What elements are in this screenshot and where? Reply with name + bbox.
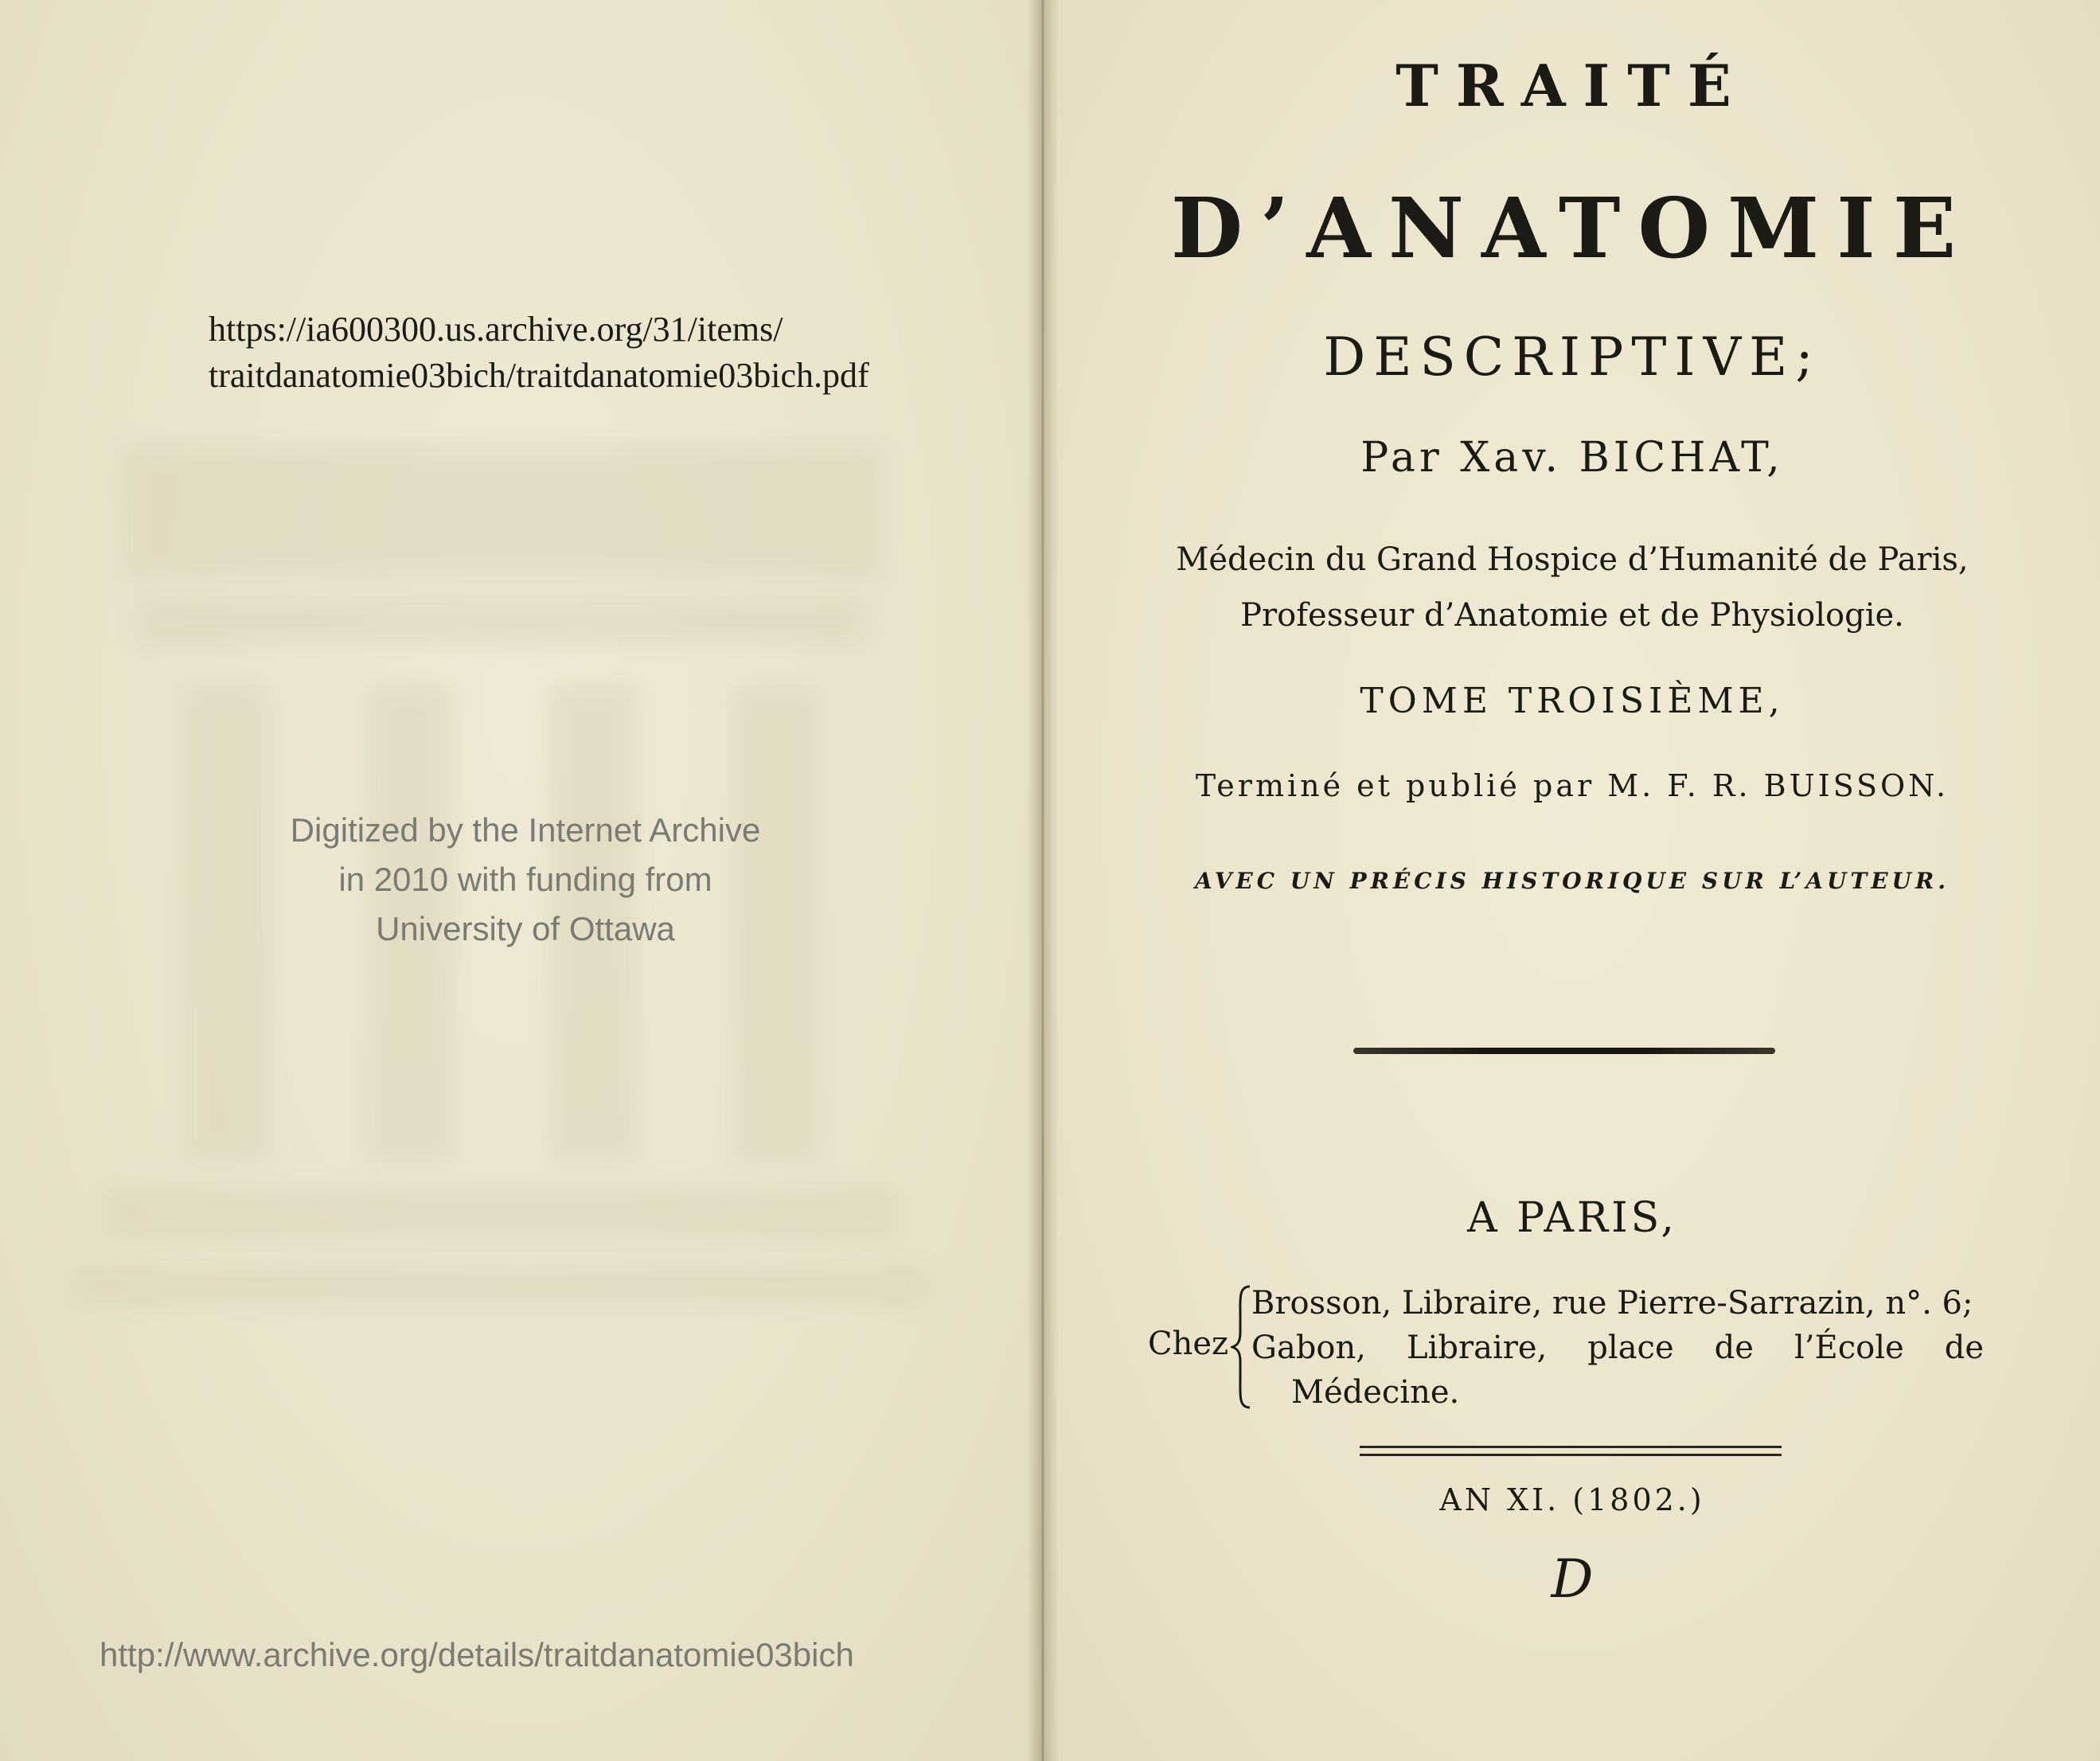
bookseller-gabon: Gabon, Libraire, place de l’École de — [1251, 1330, 1984, 1366]
curly-brace-icon — [1231, 1283, 1253, 1411]
ornamental-rule — [1353, 1048, 1775, 1054]
source-url-line2[interactable]: traitdanatomie03bich/traitdanatomie03bich.pdf — [209, 356, 869, 395]
bookseller-brosson: Brosson, Libraire, rue Pierre-Sarrazin, n°. 6; — [1251, 1285, 1973, 1322]
digitized-notice — [207, 806, 844, 954]
publication-date: AN XI. (1802.) — [1439, 1482, 1705, 1517]
digitized-line1: Digitized by the Internet Archive — [290, 811, 761, 849]
book-gutter — [1027, 0, 1059, 1761]
source-pdf-url[interactable] — [209, 307, 1005, 399]
author-line: Par Xav. BICHAT, — [1360, 434, 1784, 482]
title-line-traite: TRAITÉ — [1395, 52, 1749, 119]
double-rule — [1360, 1446, 1782, 1462]
imprint-chez: Chez — [1148, 1326, 1229, 1362]
digitized-line2: in 2010 with funding from — [338, 861, 712, 898]
title-line-descriptive: DESCRIPTIVE; — [1323, 326, 1821, 388]
handwritten-monogram: D — [1551, 1548, 1594, 1610]
left-page — [0, 0, 1043, 1761]
archive-details-url[interactable]: http://www.archive.org/details/traitdanatomie03bich — [100, 1636, 854, 1673]
bookseller-gabon-cont: Médecine. — [1291, 1374, 1460, 1411]
imprint-city: A PARIS, — [1467, 1194, 1677, 1242]
precis-line: AVEC UN PRÉCIS HISTORIQUE SUR L’AUTEUR. — [1195, 868, 1950, 894]
author-position-line2: Professeur d’Anatomie et de Physiologie. — [1240, 597, 1904, 634]
digitized-line3: University of Ottawa — [376, 910, 675, 947]
author-position-line1: Médecin du Grand Hospice d’Humanité de Paris, — [1176, 541, 1969, 578]
source-url-line1[interactable]: https://ia600300.us.archive.org/31/items/ — [209, 310, 783, 349]
title-line-anatomie: D’ANATOMIE — [1170, 179, 1974, 277]
volume-line: TOME TROISIÈME, — [1360, 681, 1785, 721]
completed-by-line: Terminé et publié par M. F. R. BUISSON. — [1195, 768, 1950, 803]
